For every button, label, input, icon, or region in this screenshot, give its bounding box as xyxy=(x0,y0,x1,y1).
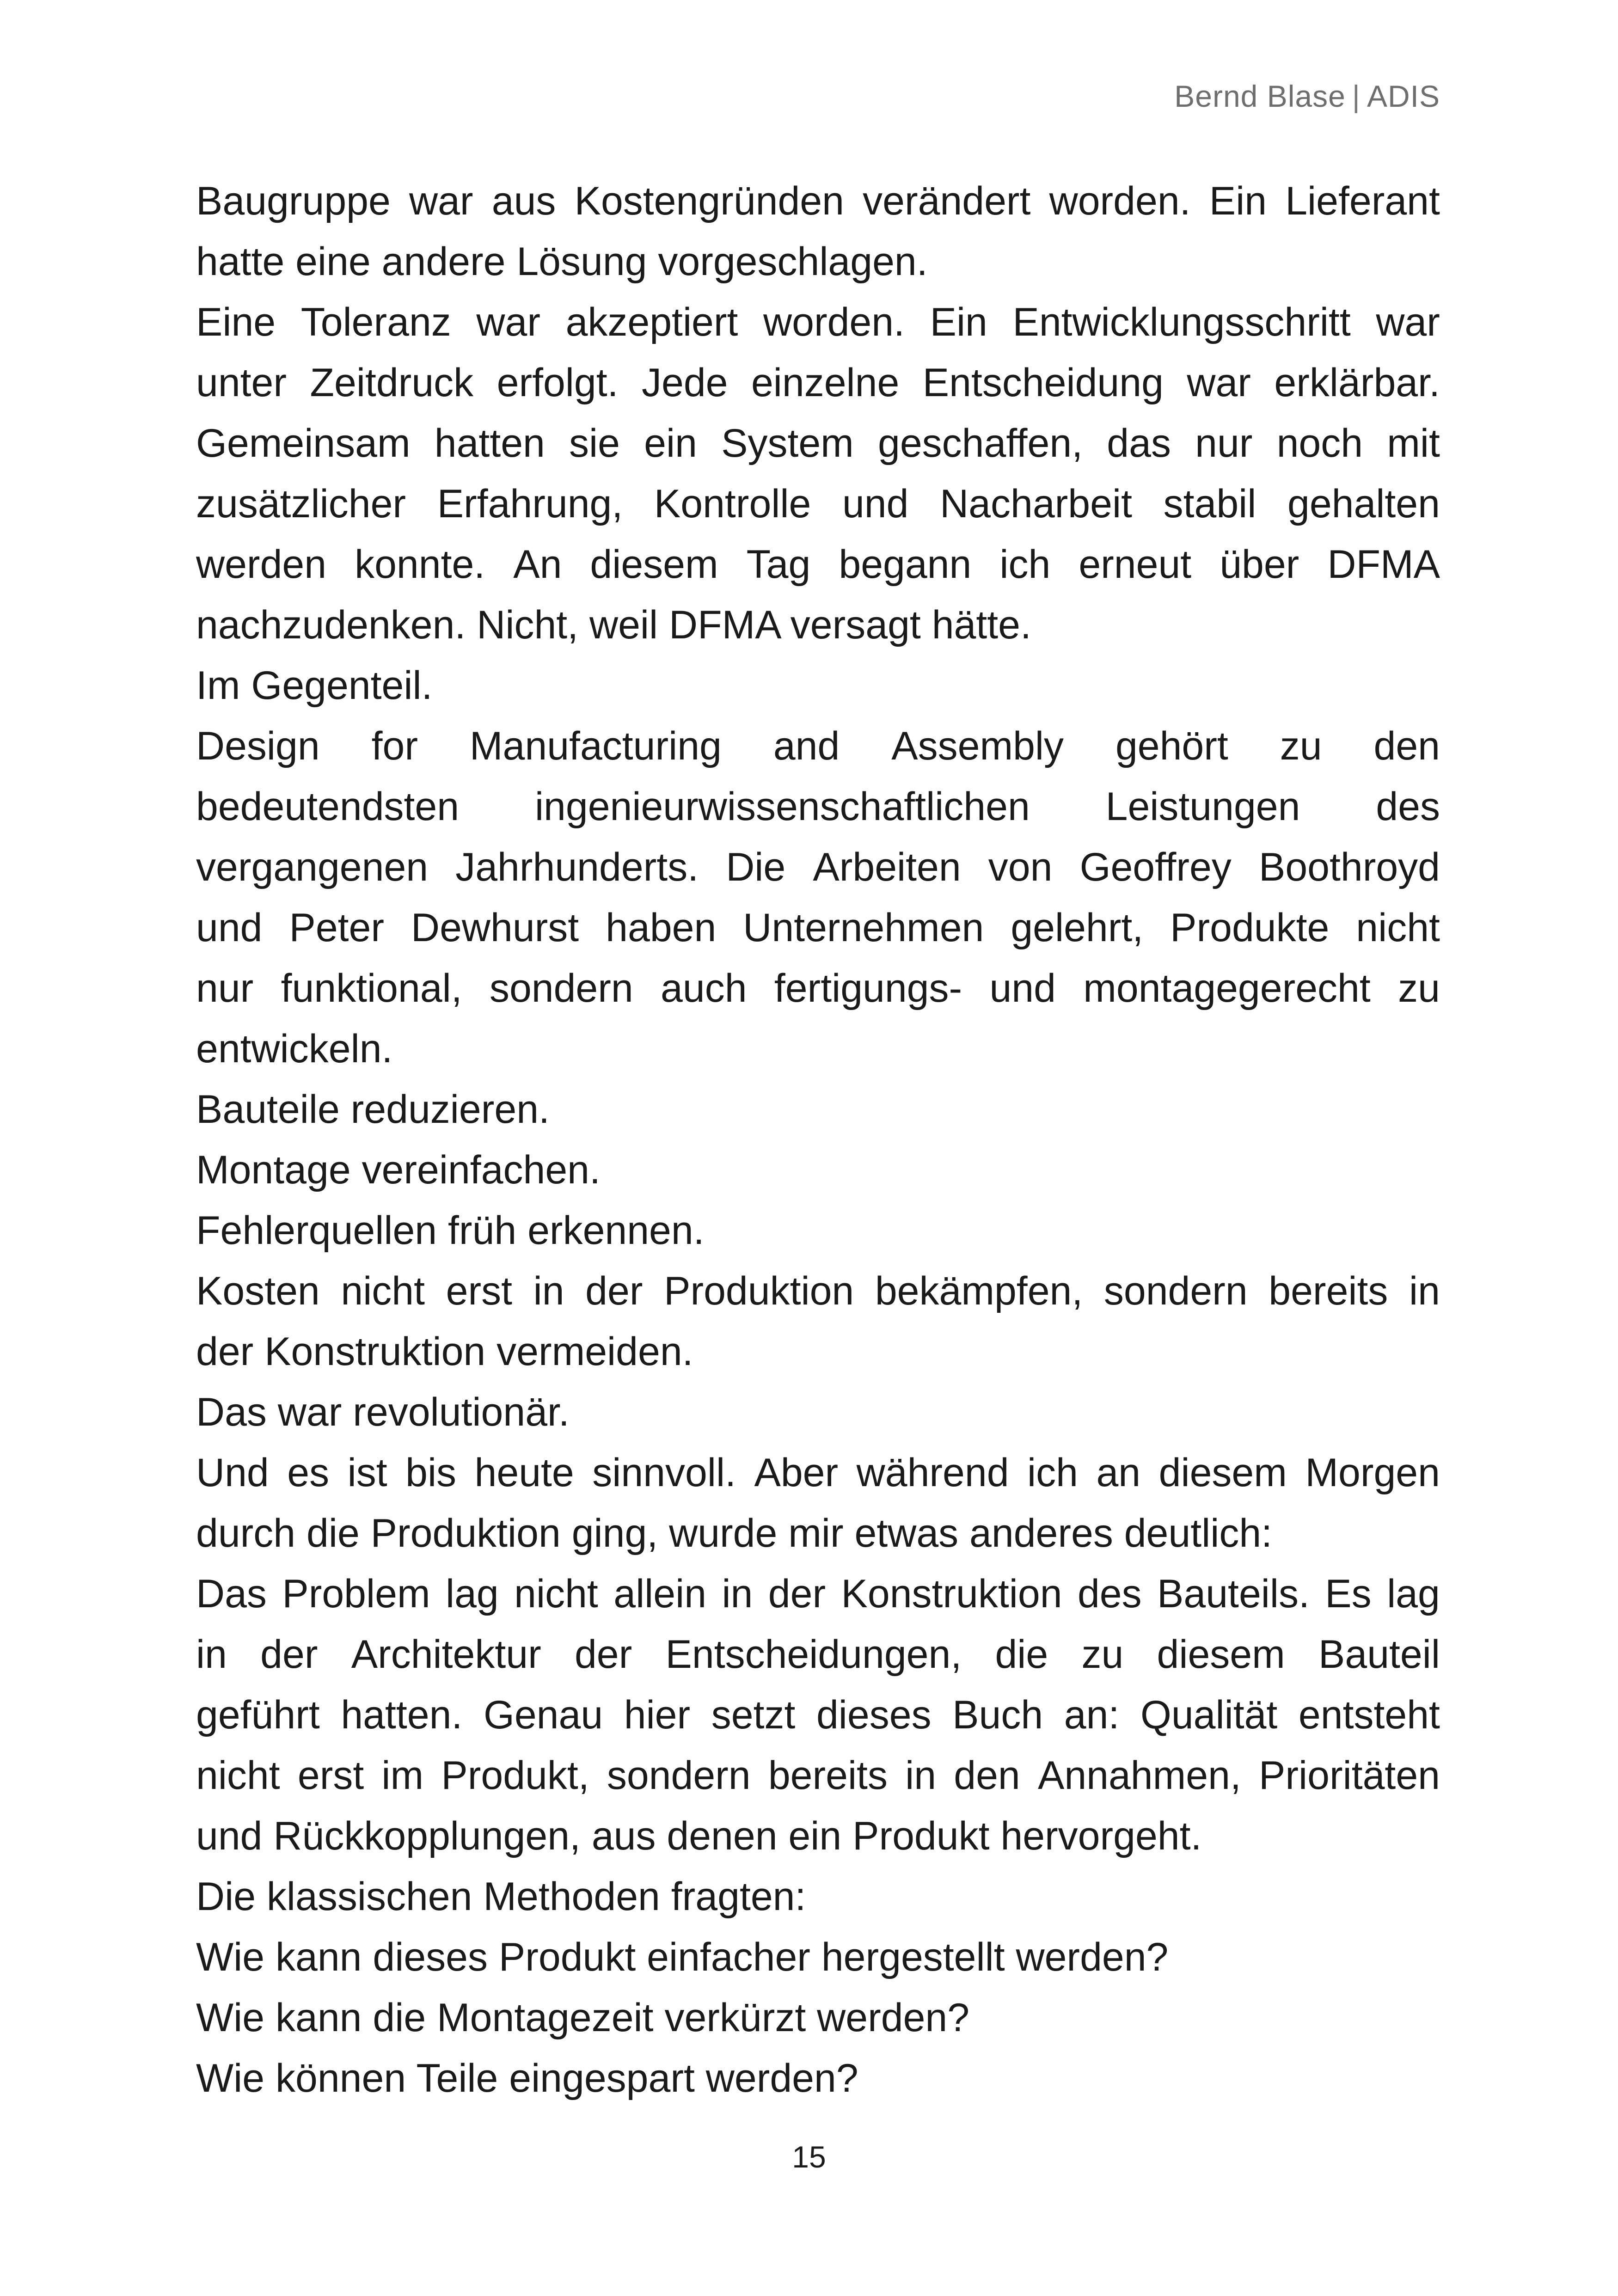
text-line: Kosten nicht erst in der Produktion bekämpfen, sondern bereits in xyxy=(196,1269,1440,1313)
text-line: Design for Manufacturing and Assembly gehört zu den xyxy=(196,724,1440,768)
text-line: Bauteile reduzieren. xyxy=(196,1087,550,1132)
text-line: entwickeln. xyxy=(196,1027,393,1071)
text-line: durch die Produktion ging, wurde mir etwas anderes deutlich: xyxy=(196,1511,1273,1555)
text-line: Und es ist bis heute sinnvoll. Aber während ich an diesem Morgen xyxy=(196,1451,1440,1495)
text-line: Im Gegenteil. xyxy=(196,663,433,708)
text-line: nachzudenken. Nicht, weil DFMA versagt hätte. xyxy=(196,603,1031,647)
text-line: Gemeinsam hatten sie ein System geschaffen, das nur noch mit xyxy=(196,421,1440,465)
header-author: Bernd Blase xyxy=(1174,79,1346,113)
text-line: Wie kann dieses Produkt einfacher hergestellt werden? xyxy=(196,1935,1169,1979)
text-line: Baugruppe war aus Kostengründen verändert worden. Ein Lieferant xyxy=(196,179,1440,223)
header-separator: | xyxy=(1352,79,1361,113)
text-line: Eine Toleranz war akzeptiert worden. Ein Entwicklungsschritt war xyxy=(196,300,1440,344)
text-line: vergangenen Jahrhunderts. Die Arbeiten von Geoffrey Boothroyd xyxy=(196,845,1440,889)
text-line: zusätzlicher Erfahrung, Kontrolle und Nacharbeit stabil gehalten xyxy=(196,482,1440,526)
text-line: nur funktional, sondern auch fertigungs- und montagegerecht zu xyxy=(196,966,1440,1010)
text-line: der Konstruktion vermeiden. xyxy=(196,1329,693,1374)
text-line: Das war revolutionär. xyxy=(196,1390,570,1434)
text-line: Wie kann die Montagezeit verkürzt werden? xyxy=(196,1996,970,2040)
text-line: Montage vereinfachen. xyxy=(196,1148,601,1192)
text-line: und Peter Dewhurst haben Unternehmen gelehrt, Produkte nicht xyxy=(196,906,1440,950)
text-line: nicht erst im Produkt, sondern bereits in den Annahmen, Prioritäten xyxy=(196,1753,1440,1798)
text-line: unter Zeitdruck erfolgt. Jede einzelne Entscheidung war erklärbar. xyxy=(196,361,1440,405)
text-line: bedeutendsten ingenieurwissenschaftlichen Leistungen des xyxy=(196,784,1440,829)
running-header xyxy=(1174,79,1440,114)
header-title: ADIS xyxy=(1367,79,1440,113)
text-line: geführt hatten. Genau hier setzt dieses Buch an: Qualität entsteht xyxy=(196,1693,1440,1737)
body-text xyxy=(196,171,1440,2109)
text-line: in der Architektur der Entscheidungen, die zu diesem Bauteil xyxy=(196,1632,1440,1677)
text-line: Wie können Teile eingespart werden? xyxy=(196,2056,858,2100)
text-line: und Rückkopplungen, aus denen ein Produkt hervorgeht. xyxy=(196,1814,1202,1858)
text-line: werden konnte. An diesem Tag begann ich erneut über DFMA xyxy=(196,542,1440,587)
page-number: 15 xyxy=(792,2140,826,2174)
text-line: hatte eine andere Lösung vorgeschlagen. xyxy=(196,239,928,284)
text-line: Fehlerquellen früh erkennen. xyxy=(196,1208,705,1253)
text-line: Die klassischen Methoden fragten: xyxy=(196,1874,806,1919)
text-line: Das Problem lag nicht allein in der Konstruktion des Bauteils. Es lag xyxy=(196,1572,1440,1616)
